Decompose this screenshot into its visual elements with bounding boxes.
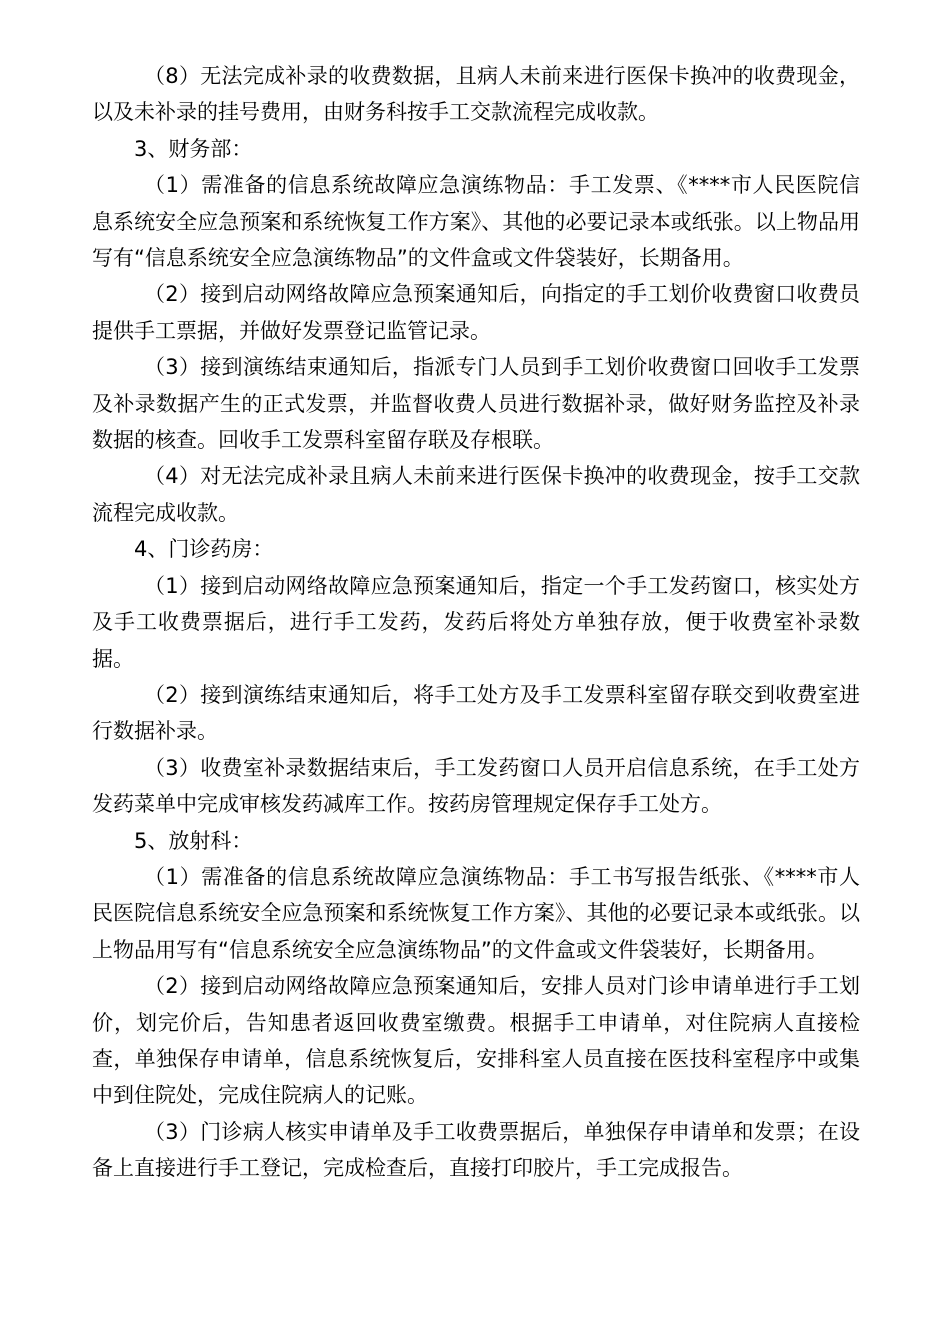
- section-heading-radiology: 5、放射科：: [134, 828, 253, 853]
- document-body: [92, 58, 860, 1187]
- paragraph-radiology-item-1: （1）需准备的信息系统故障应急演练物品：手工书写报告纸张、《****市人民医院信息系统安全应急预案和系统恢复工作方案》、其他的必要记录本或纸张。以上物品用写有“信息系统安全应急演练物品”的文件盒或文件袋装好，长期备用。: [92, 864, 860, 962]
- paragraph-finance-item-4: （4）对无法完成补录且病人未前来进行医保卡换冲的收费现金，按手工交款流程完成收款。: [92, 464, 860, 525]
- section-heading-finance-dept: 3、财务部：: [134, 136, 253, 161]
- paragraph-radiology-item-2: （2）接到启动网络故障应急预案通知后，安排人员对门诊申请单进行手工划价，划完价后，告知患者返回收费室缴费。根据手工申请单，对住院病人直接检查，单独保存申请单，信息系统恢复后，安排科室人员直接在医技科室程序中或集中到住院处，完成住院病人的记账。: [92, 974, 860, 1108]
- paragraph-radiology-item-3: （3）门诊病人核实申请单及手工收费票据后，单独保存申请单和发票；在设备上直接进行手工登记，完成检查后，直接打印胶片，手工完成报告。: [92, 1119, 860, 1181]
- paragraph-pharmacy-item-3: （3）收费室补录数据结束后，手工发药窗口人员开启信息系统，在手工处方发药菜单中完成审核发药减库工作。按药房管理规定保存手工处方。: [92, 755, 860, 817]
- paragraph-finance-item-2: （2）接到启动网络故障应急预案通知后，向指定的手工划价收费窗口收费员提供手工票据，并做好发票登记监管记录。: [92, 282, 860, 343]
- paragraph-pharmacy-item-2: （2）接到演练结束通知后，将手工处方及手工发票科室留存联交到收费室进行数据补录。: [92, 682, 860, 744]
- paragraph-pharmacy-item-1: （1）接到启动网络故障应急预案通知后，指定一个手工发药窗口，核实处方及手工收费票据后，进行手工发药，发药后将处方单独存放，便于收费室补录数据。: [92, 573, 860, 671]
- section-heading-pharmacy: 4、门诊药房：: [134, 537, 274, 562]
- paragraph-finance-item-8: （8）无法完成补录的收费数据，且病人未前来进行医保卡换冲的收费现金，以及未补录的挂号费用，由财务科按手工交款流程完成收款。: [92, 64, 860, 125]
- paragraph-finance-item-1: （1）需准备的信息系统故障应急演练物品：手工发票、《****市人民医院信息系统安全应急预案和系统恢复工作方案》、其他的必要记录本或纸张。以上物品用写有“信息系统安全应急演练物品”的文件盒或文件袋装好，长期备用。: [92, 173, 860, 271]
- paragraph-finance-item-3: （3）接到演练结束通知后，指派专门人员到手工划价收费窗口回收手工发票及补录数据产生的正式发票，并监督收费人员进行数据补录，做好财务监控及补录数据的核查。回收手工发票科室留存联及存根联。: [92, 355, 860, 453]
